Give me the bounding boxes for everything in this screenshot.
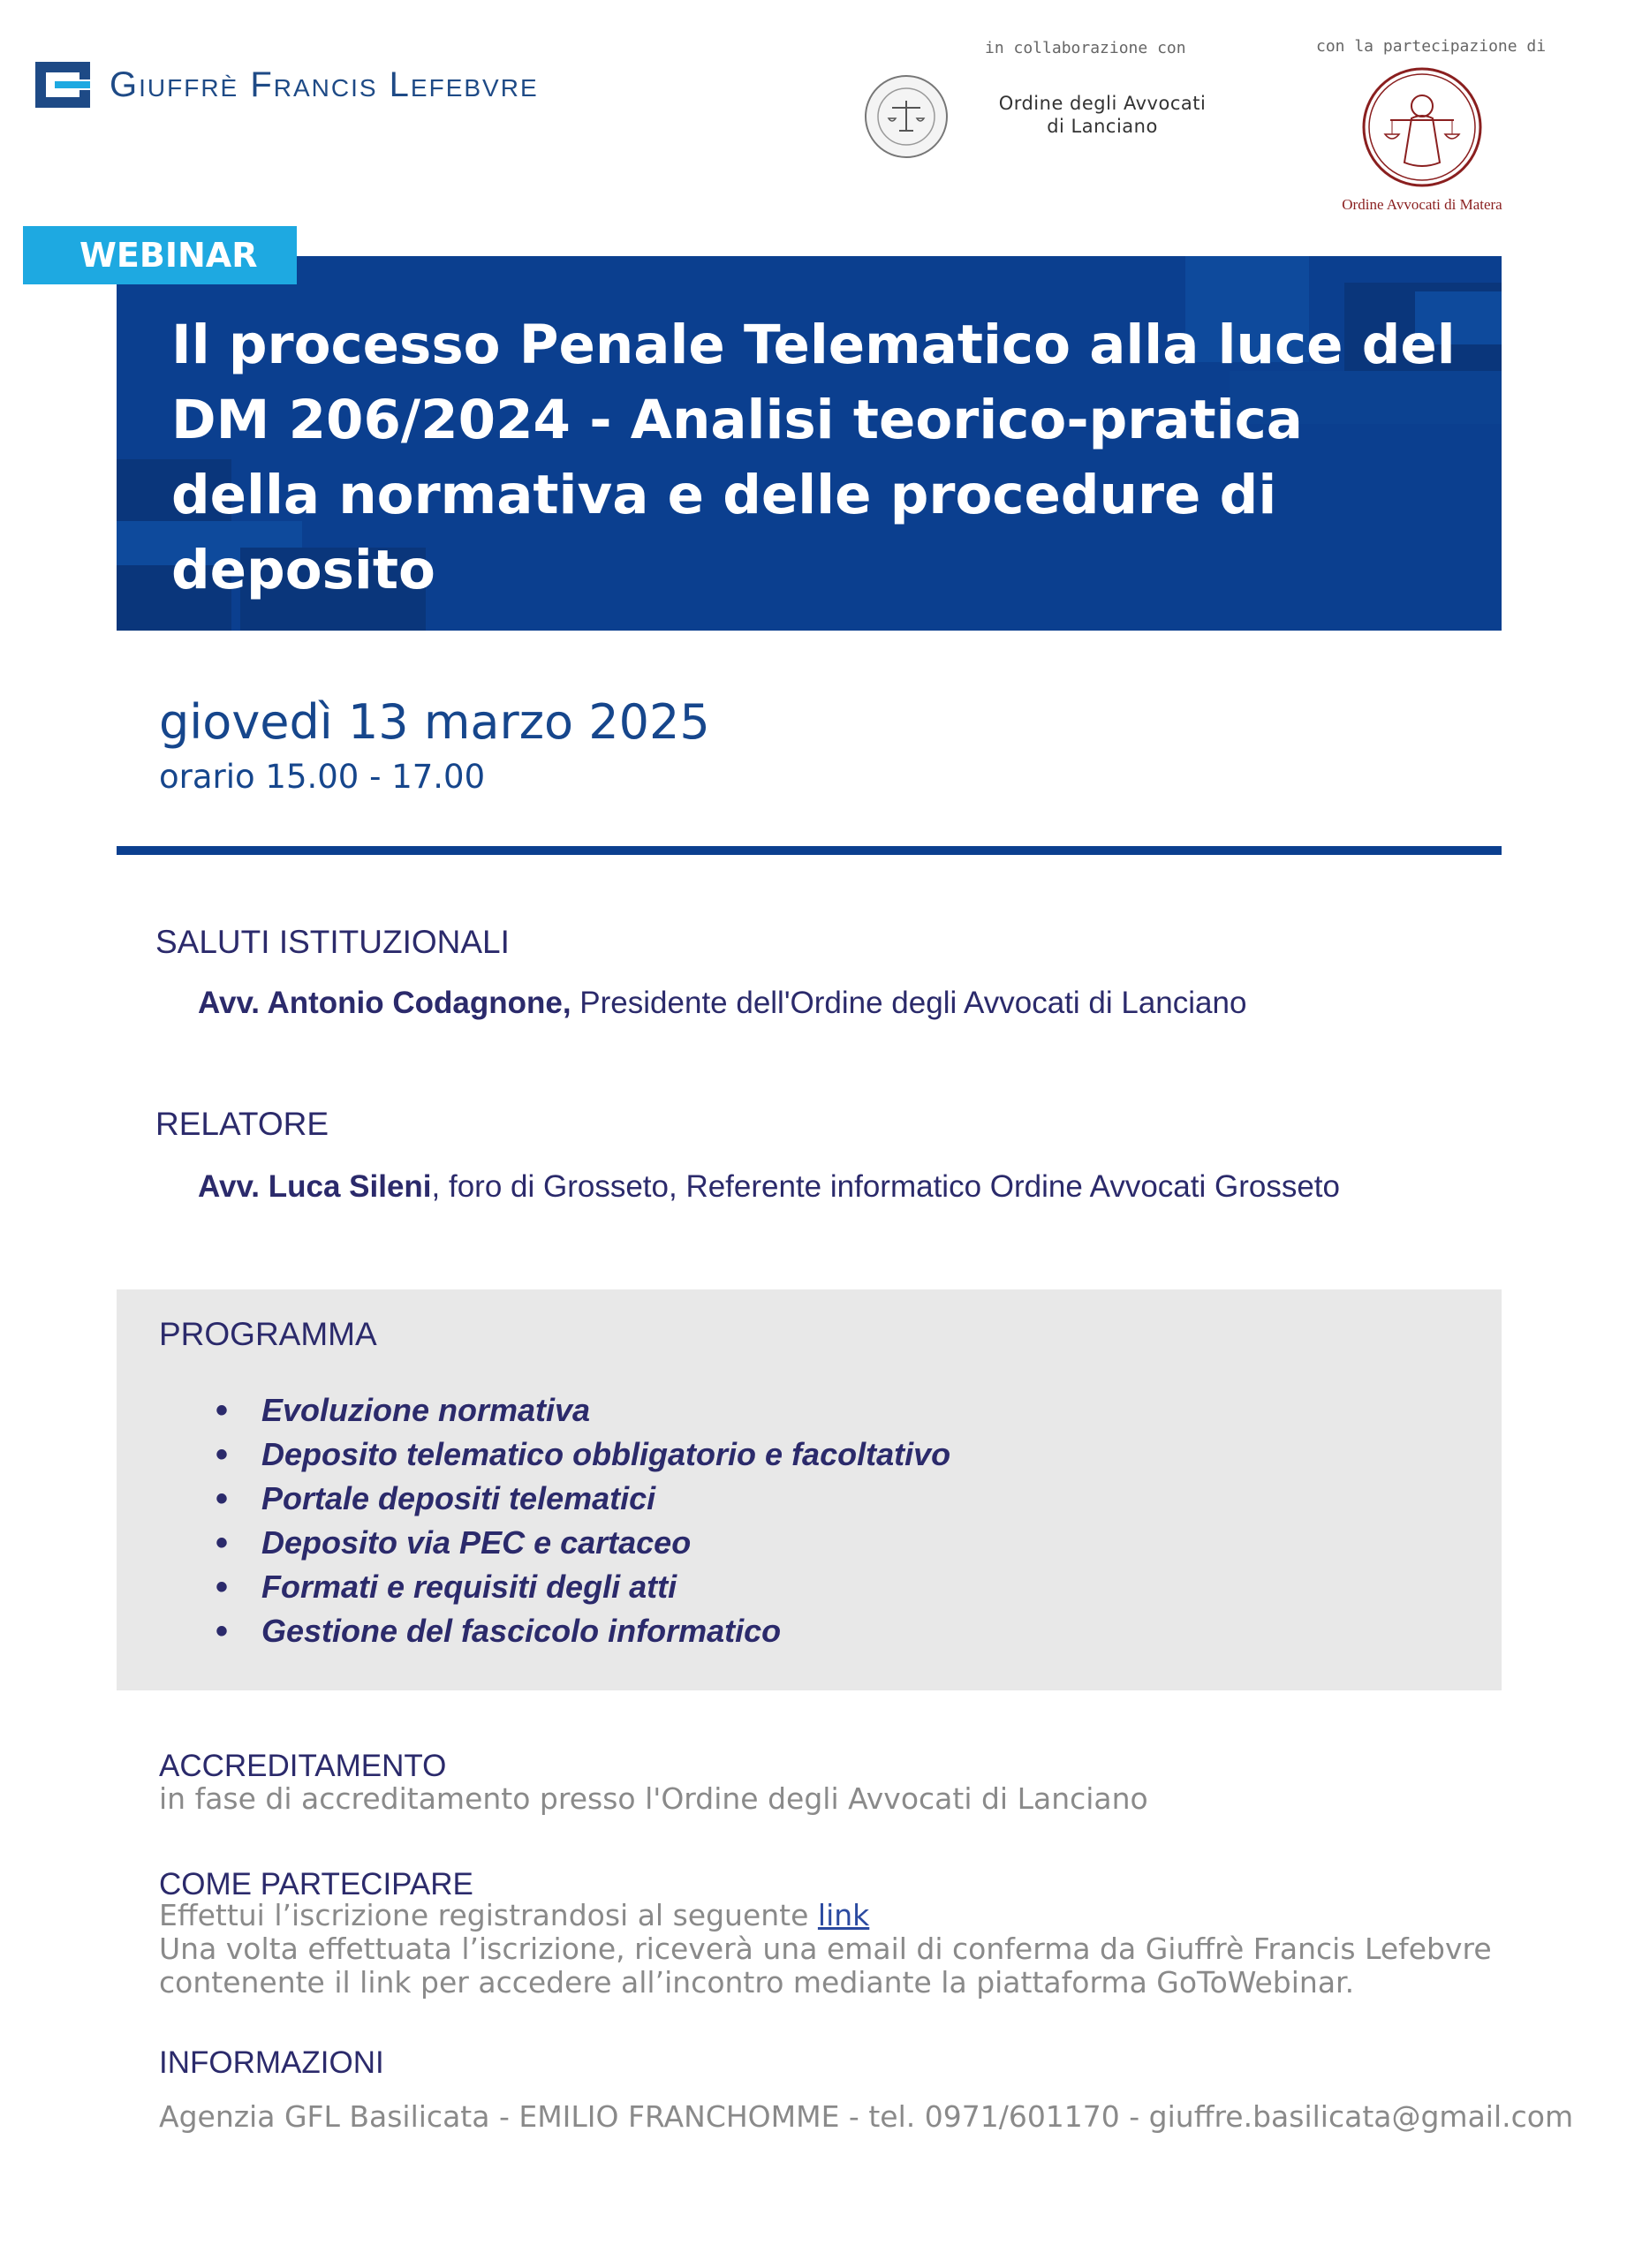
saluti-speaker — [198, 986, 1246, 1021]
gfl-logo — [35, 62, 539, 108]
relatore-speaker — [198, 1169, 1340, 1205]
accreditamento-text: in fase di accreditamento presso l'Ordine degli Avvocati di Lanciano — [159, 1781, 1148, 1816]
list-item: • Evoluzione normativa — [216, 1388, 950, 1433]
lanciano-seal-icon — [864, 74, 949, 159]
saluti-heading: SALUTI ISTITUZIONALI — [155, 924, 510, 960]
relatore-speaker-role: , foro di Grosseto, Referente informatico Ordine Avvocati Grosseto — [431, 1169, 1340, 1204]
list-item: • Portale depositi telematici — [216, 1477, 950, 1521]
matera-seal-icon — [1360, 65, 1484, 189]
programma-box — [117, 1289, 1502, 1690]
partecipare-line2: Una volta effettuata l’iscrizione, riceverà una email di conferma da Giuffrè Francis Lefebvre — [159, 1932, 1492, 1966]
list-item: • Gestione del fascicolo informatico — [216, 1609, 950, 1653]
partecipare-text — [159, 1899, 1537, 2000]
partecipare-line3: contenente il link per accedere all’incontro mediante la piattaforma GoToWebinar. — [159, 1965, 1355, 2000]
lanciano-logo-text — [970, 92, 1235, 138]
partecipare-heading: COME PARTECIPARE — [159, 1867, 473, 1901]
registration-link[interactable]: link — [817, 1898, 870, 1932]
brand-name: Giuffrè Francis Lefebvre — [110, 64, 539, 104]
lanciano-line1: Ordine degli Avvocati — [998, 93, 1207, 114]
programma-list — [216, 1388, 950, 1653]
title-banner — [117, 256, 1502, 631]
webinar-tag: WEBINAR — [23, 226, 297, 284]
partecipare-line1-text: Effettui l’iscrizione registrandosi al seguente — [159, 1898, 818, 1932]
accreditamento-heading: ACCREDITAMENTO — [159, 1749, 447, 1783]
relatore-heading: RELATORE — [155, 1106, 329, 1142]
informazioni-text: Agenzia GFL Basilicata - EMILIO FRANCHOMME - tel. 0971/601170 - giuffre.basilicata@gmail.com — [159, 2099, 1574, 2134]
event-time: orario 15.00 - 17.00 — [159, 758, 486, 796]
partner-caption: con la partecipazione di — [1316, 37, 1547, 56]
partecipare-line1 — [159, 1899, 1537, 1932]
webinar-title: Il processo Penale Telematico alla luce del DM 206/2024 - Analisi teorico-pratica della normativa e delle procedure di deposito — [171, 314, 1456, 601]
programma-heading: PROGRAMMA — [159, 1316, 377, 1352]
saluti-speaker-name: Avv. Antonio Codagnone, — [198, 986, 571, 1020]
relatore-speaker-name: Avv. Luca Sileni — [198, 1169, 432, 1204]
informazioni-heading: INFORMAZIONI — [159, 2045, 384, 2080]
list-item: • Formati e requisiti degli atti — [216, 1565, 950, 1609]
divider — [117, 846, 1502, 855]
gfl-mark-icon — [35, 62, 90, 108]
collab-caption: in collaborazione con — [985, 39, 1186, 57]
matera-logo-text: Ordine Avvocati di Matera — [1342, 196, 1502, 213]
event-date: giovedì 13 marzo 2025 — [159, 694, 710, 750]
saluti-speaker-role: Presidente dell'Ordine degli Avvocati di Lanciano — [571, 986, 1247, 1020]
list-item: • Deposito via PEC e cartaceo — [216, 1521, 950, 1565]
list-item: • Deposito telematico obbligatorio e facoltativo — [216, 1433, 950, 1477]
lanciano-line2: di Lanciano — [1047, 116, 1158, 137]
